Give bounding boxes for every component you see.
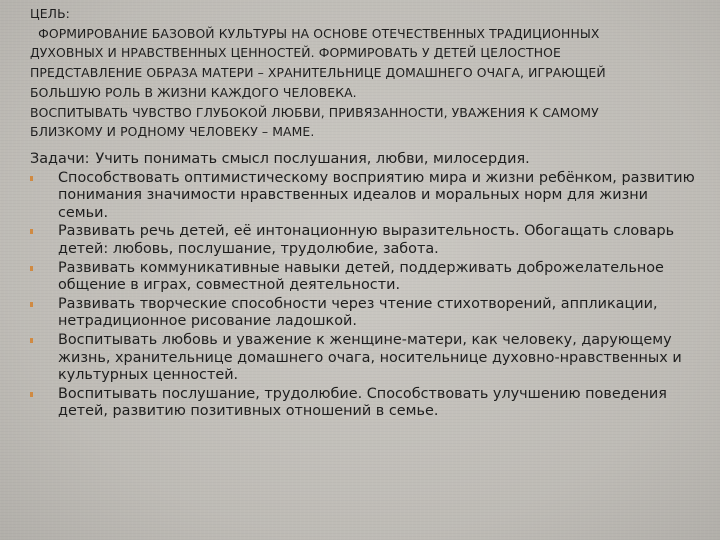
list-item <box>30 296 700 331</box>
list-item-text: Воспитывать послушание, трудолюбие. Способствовать улучшению поведения детей, развитию позитивных отношений в семье. <box>58 385 667 420</box>
goal-label: ЦЕЛЬ: <box>30 6 70 21</box>
bullet-icon <box>30 229 33 234</box>
goal-line: ФОРМИРОВАНИЕ БАЗОВОЙ КУЛЬТУРЫ НА ОСНОВЕ ОТЕЧЕСТВЕННЫХ ТРАДИЦИОННЫХ <box>30 25 600 41</box>
tasks-intro-text: Учить понимать смысл послушания, любви, милосердия. <box>95 151 530 167</box>
bullet-icon <box>30 302 33 307</box>
bullet-icon <box>30 392 33 397</box>
goal-line: ПРЕДСТАВЛЕНИЕ ОБРАЗА МАТЕРИ – ХРАНИТЕЛЬНИЦЕ ДОМАШНЕГО ОЧАГА, ИГРАЮЩЕЙ <box>30 65 606 81</box>
list-item <box>30 170 700 223</box>
goal-line: ДУХОВНЫХ И НРАВСТВЕННЫХ ЦЕННОСТЕЙ. ФОРМИРОВАТЬ У ДЕТЕЙ ЦЕЛОСТНОЕ <box>30 45 561 61</box>
list-item-text: Развивать творческие способности через чтение стихотворений, аппликации, нетрадиционное рисование ладошкой. <box>58 295 658 330</box>
list-item <box>30 260 700 295</box>
list-item-text: Развивать речь детей, её интонационную выразительность. Обогащать словарь детей: любовь, послушание, трудолюбие, забота. <box>58 223 675 257</box>
bullet-icon <box>30 338 33 343</box>
goal-line: БОЛЬШУЮ РОЛЬ В ЖИЗНИ КАЖДОГО ЧЕЛОВЕКА. <box>30 84 357 100</box>
bullet-icon <box>30 176 33 181</box>
list-item <box>30 332 700 385</box>
tasks-heading: Задачи: <box>30 151 90 167</box>
bullet-icon <box>30 266 33 271</box>
goal-line: ВОСПИТЫВАТЬ ЧУВСТВО ГЛУБОКОЙ ЛЮБВИ, ПРИВЯЗАННОСТИ, УВАЖЕНИЯ К САМОМУ <box>30 104 599 120</box>
list-item <box>30 386 700 421</box>
tasks-list <box>30 170 700 421</box>
list-item-text: Развивать коммуникативные навыки детей, поддерживать доброжелательное общение в играх, совместной деятельности. <box>58 259 664 294</box>
tasks-block <box>30 151 700 421</box>
list-item <box>30 223 700 258</box>
goal-block <box>30 4 700 142</box>
goal-line: БЛИЗКОМУ И РОДНОМУ ЧЕЛОВЕКУ – МАМЕ. <box>30 124 315 140</box>
tasks-intro-line <box>30 151 700 169</box>
list-item-text: Воспитывать любовь и уважение к женщине-матери, как человеку, дарующему жизнь, хранительнице домашнего очага, носительнице духовно-нравственных и культурных ценностей. <box>58 331 682 384</box>
list-item-text: Способствовать оптимистическому восприятию мира и жизни ребёнком, развитию понимания значимости нравственных идеалов и моральных норм для жизни семьи. <box>58 169 695 221</box>
